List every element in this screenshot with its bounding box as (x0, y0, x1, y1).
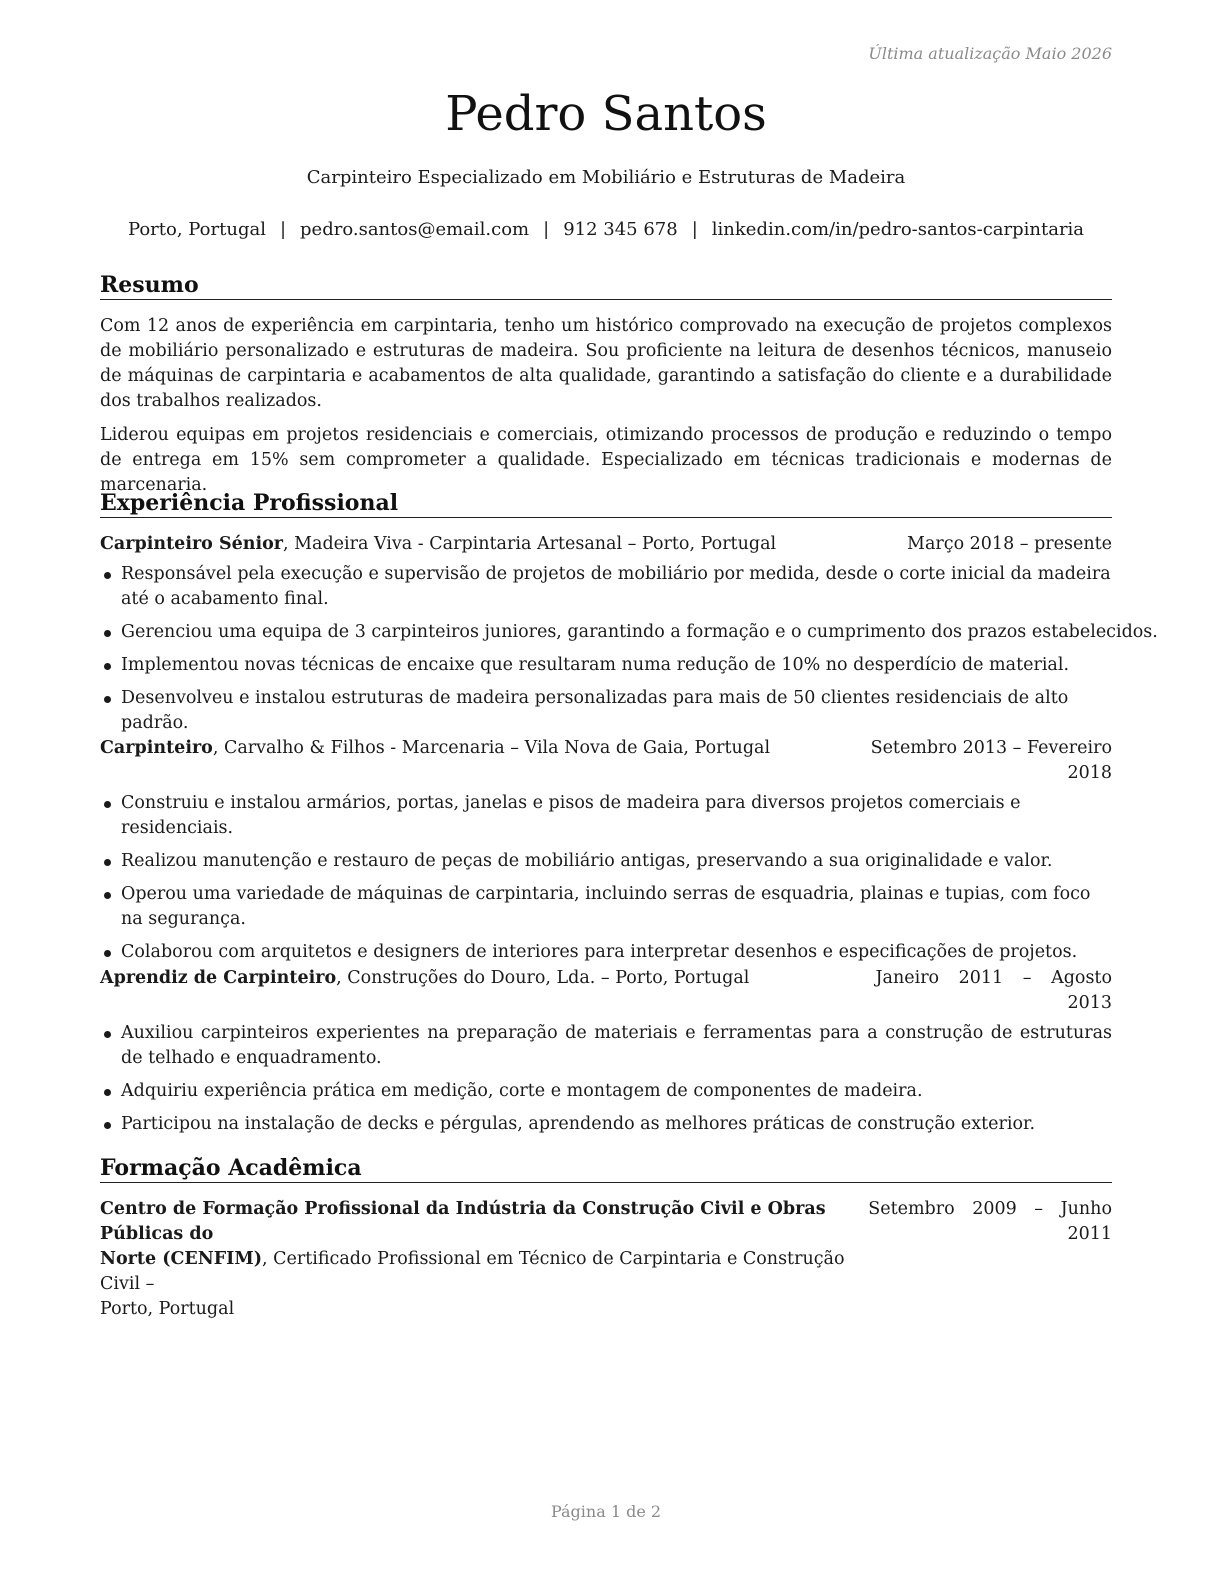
last-updated: Última atualização Maio 2026 (868, 44, 1112, 63)
contact-phone: 912 345 678 (563, 219, 678, 240)
contact-linkedin[interactable]: linkedin.com/in/pedro-santos-carpintaria (711, 219, 1085, 240)
education-institution-line: Centro de Formação Profissional da Indústria da Construção Civil e Obras Públicas do (100, 1199, 826, 1244)
list-item: Gerenciou uma equipa de 3 carpinteiros juniores, garantindo a formação e o cumprimento dos prazos estabelecidos. (100, 620, 1112, 645)
job-company: , Madeira Viva - Carpintaria Artesanal – Porto, Portugal (282, 534, 777, 554)
education-dates-line: 2011 (1067, 1224, 1112, 1244)
job-role-company (100, 966, 749, 991)
candidate-name: Pedro Santos (445, 86, 767, 142)
summary-paragraph: Liderou equipas em projetos residenciais e comerciais, otimizando processos de produção e reduzindo o tempo de entrega em 15% sem comprometer a qualidade. Especializado em técnicas tradicionais e modernas de marcenaria. (100, 425, 1112, 495)
list-item: Realizou manutenção e restauro de peças de mobiliário antigas, preservando a sua originalidade e valor. (100, 849, 1112, 874)
job-role: Carpinteiro Sénior (100, 534, 283, 554)
job-dates-line: 2018 (1067, 763, 1112, 783)
job-role-company (100, 736, 770, 761)
job-bullet-list (100, 562, 1158, 744)
job-company: , Carvalho & Filhos - Marcenaria – Vila Nova de Gaia, Portugal (212, 738, 771, 758)
education-certificate: , Certificado Profissional em Técnico de Carpintaria e Construção Civil – (100, 1249, 845, 1294)
job-title: Carpinteiro Especializado em Mobiliário e Estruturas de Madeira (306, 167, 906, 188)
list-item: Implementou novas técnicas de encaixe que resultaram numa redução de 10% no desperdício de material. (100, 653, 1112, 678)
education-dates (868, 1197, 1112, 1247)
contact-separator: | (543, 219, 550, 240)
job-role: Carpinteiro (100, 738, 213, 758)
page-number: Página 1 de 2 (550, 1502, 662, 1521)
list-item: Desenvolveu e instalou estruturas de madeira personalizadas para mais de 50 clientes residenciais de alto padrão. (100, 686, 1112, 736)
job-dates (876, 966, 1112, 1016)
list-item: Construiu e instalou armários, portas, janelas e pisos de madeira para diversos projetos comerciais e residenciais. (100, 791, 1112, 841)
contact-email[interactable]: pedro.santos@email.com (300, 219, 530, 240)
job-dates-line: 2013 (1067, 993, 1112, 1013)
job-bullet-list (100, 1021, 1112, 1145)
education-institution (100, 1197, 880, 1322)
list-item: Auxiliou carpinteiros experientes na preparação de materiais e ferramentas para a construção de estruturas de telhado e enquadramento. (100, 1021, 1112, 1071)
list-item: Responsável pela execução e supervisão de projetos de mobiliário por medida, desde o corte inicial da madeira até o acabamento final. (100, 562, 1112, 612)
section-title-education: Formação Acadêmica (100, 1155, 1112, 1183)
education-institution-line: Norte (CENFIM) (100, 1249, 263, 1269)
education-detail-line (100, 1247, 880, 1297)
list-item: Adquiriu experiência prática em medição, corte e montagem de componentes de madeira. (100, 1079, 1112, 1104)
list-item: Operou uma variedade de máquinas de carpintaria, incluindo serras de esquadria, plainas e tupias, com foco na segurança. (100, 882, 1112, 932)
job-company: , Construções do Douro, Lda. – Porto, Portugal (336, 968, 750, 988)
job-dates (871, 736, 1112, 786)
job-dates: Março 2018 – presente (907, 534, 1112, 554)
summary-paragraph: Com 12 anos de experiência em carpintaria, tenho um histórico comprovado na execução de projetos complexos de mobiliário personalizado e estruturas de madeira. Sou proficiente na leitura de desenhos técnicos, manuseio de máquinas de carpintaria e acabamentos de alta qualidade, garantindo a satisfação do cliente e a durabilidade dos trabalhos realizados. (100, 316, 1112, 411)
contact-line (100, 219, 1112, 240)
contact-separator: | (691, 219, 698, 240)
list-item: Colaborou com arquitetos e designers de interiores para interpretar desenhos e especificações de projetos. (100, 940, 1112, 965)
job-dates-line: Janeiro 2011 – Agosto (875, 968, 1112, 988)
section-title-experience: Experiência Profissional (100, 490, 1112, 518)
resume-page (100, 0, 1158, 1584)
job-role-company (100, 532, 776, 557)
contact-separator: | (279, 219, 287, 240)
list-item: Participou na instalação de decks e pérgulas, aprendendo as melhores práticas de construção exterior. (100, 1112, 1112, 1137)
job-bullet-list (100, 791, 1112, 973)
section-title-summary: Resumo (100, 272, 1112, 300)
job-role: Aprendiz de Carpinteiro (100, 968, 337, 988)
education-location: Porto, Portugal (100, 1299, 235, 1319)
job-dates-line: Setembro 2013 – Fevereiro (870, 738, 1112, 758)
education-dates-line: Setembro 2009 – Junho (868, 1199, 1112, 1219)
contact-location: Porto, Portugal (127, 219, 266, 240)
